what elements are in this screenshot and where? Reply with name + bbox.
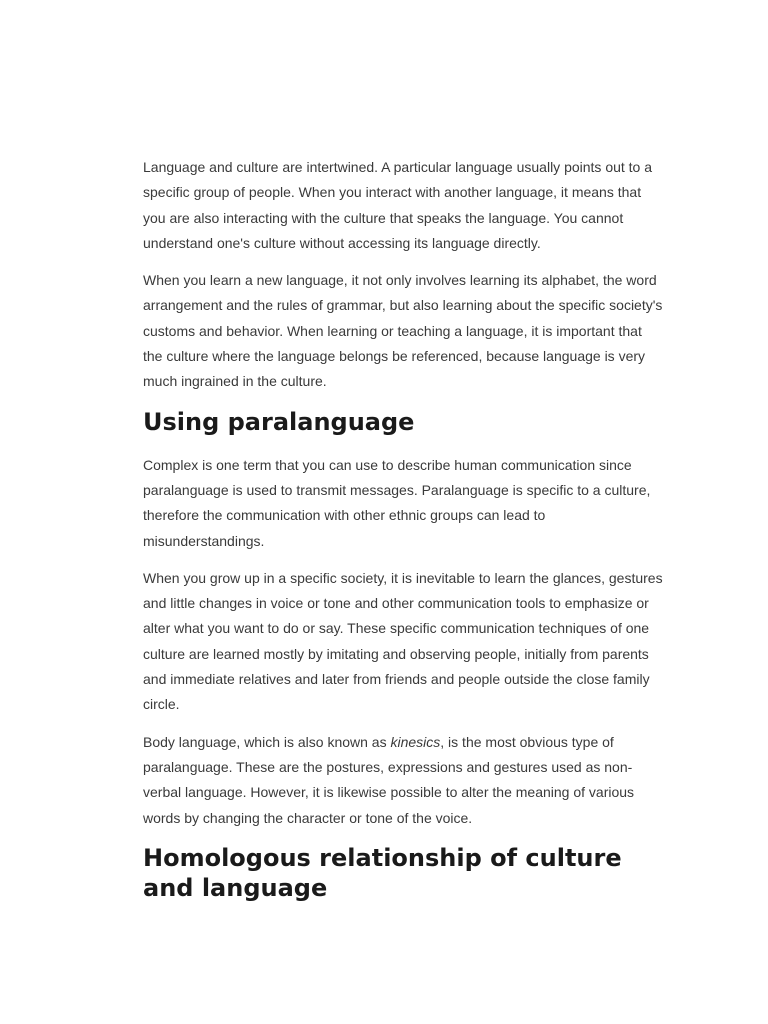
kinesics-term: kinesics <box>390 733 441 750</box>
paragraph-complex: Complex is one term that you can use to describe human communication since paralanguage is used to transmit messages. Paralanguage is specific to a culture, therefore the communication with other ethnic groups can lead to misunderstandings. <box>143 456 651 549</box>
body-language-text-start: Body language, which is also known as <box>143 733 391 750</box>
body-language-text-end: , is the most obvious type of paralanguage. These are the postures, expressions and gestures used as non-verbal language. However, it is likewise possible to alter the meaning of various words by changing the character or tone of the voice. <box>143 733 635 826</box>
paragraph-body-language <box>143 730 663 831</box>
heading-homologous-relationship: Homologous relationship of culture and language <box>143 843 622 902</box>
heading-using-paralanguage: Using paralanguage <box>143 407 415 436</box>
article-body <box>143 155 663 915</box>
paragraph-intro: Language and culture are intertwined. A particular language usually points out to a specific group of people. When you interact with another language, it means that you are also interacting with the culture that speaks the language. You cannot understand one's culture without accessing its language directly. <box>143 159 653 251</box>
paragraph-learning: When you learn a new language, it not only involves learning its alphabet, the word arrangement and the rules of grammar, but also learning about the specific society's customs and behavior. When learning or teaching a language, it is important that the culture where the language belongs be referenced, because language is very much ingrained in the culture. <box>143 272 663 390</box>
paragraph-society: When you grow up in a specific society, it is inevitable to learn the glances, gestures and little changes in voice or tone and other communication tools to emphasize or alter what you want to do or say. These specific communication techniques of one culture are learned mostly by imitating and observing people, initially from parents and immediate relatives and later from friends and people outside the close family circle. <box>143 569 663 713</box>
